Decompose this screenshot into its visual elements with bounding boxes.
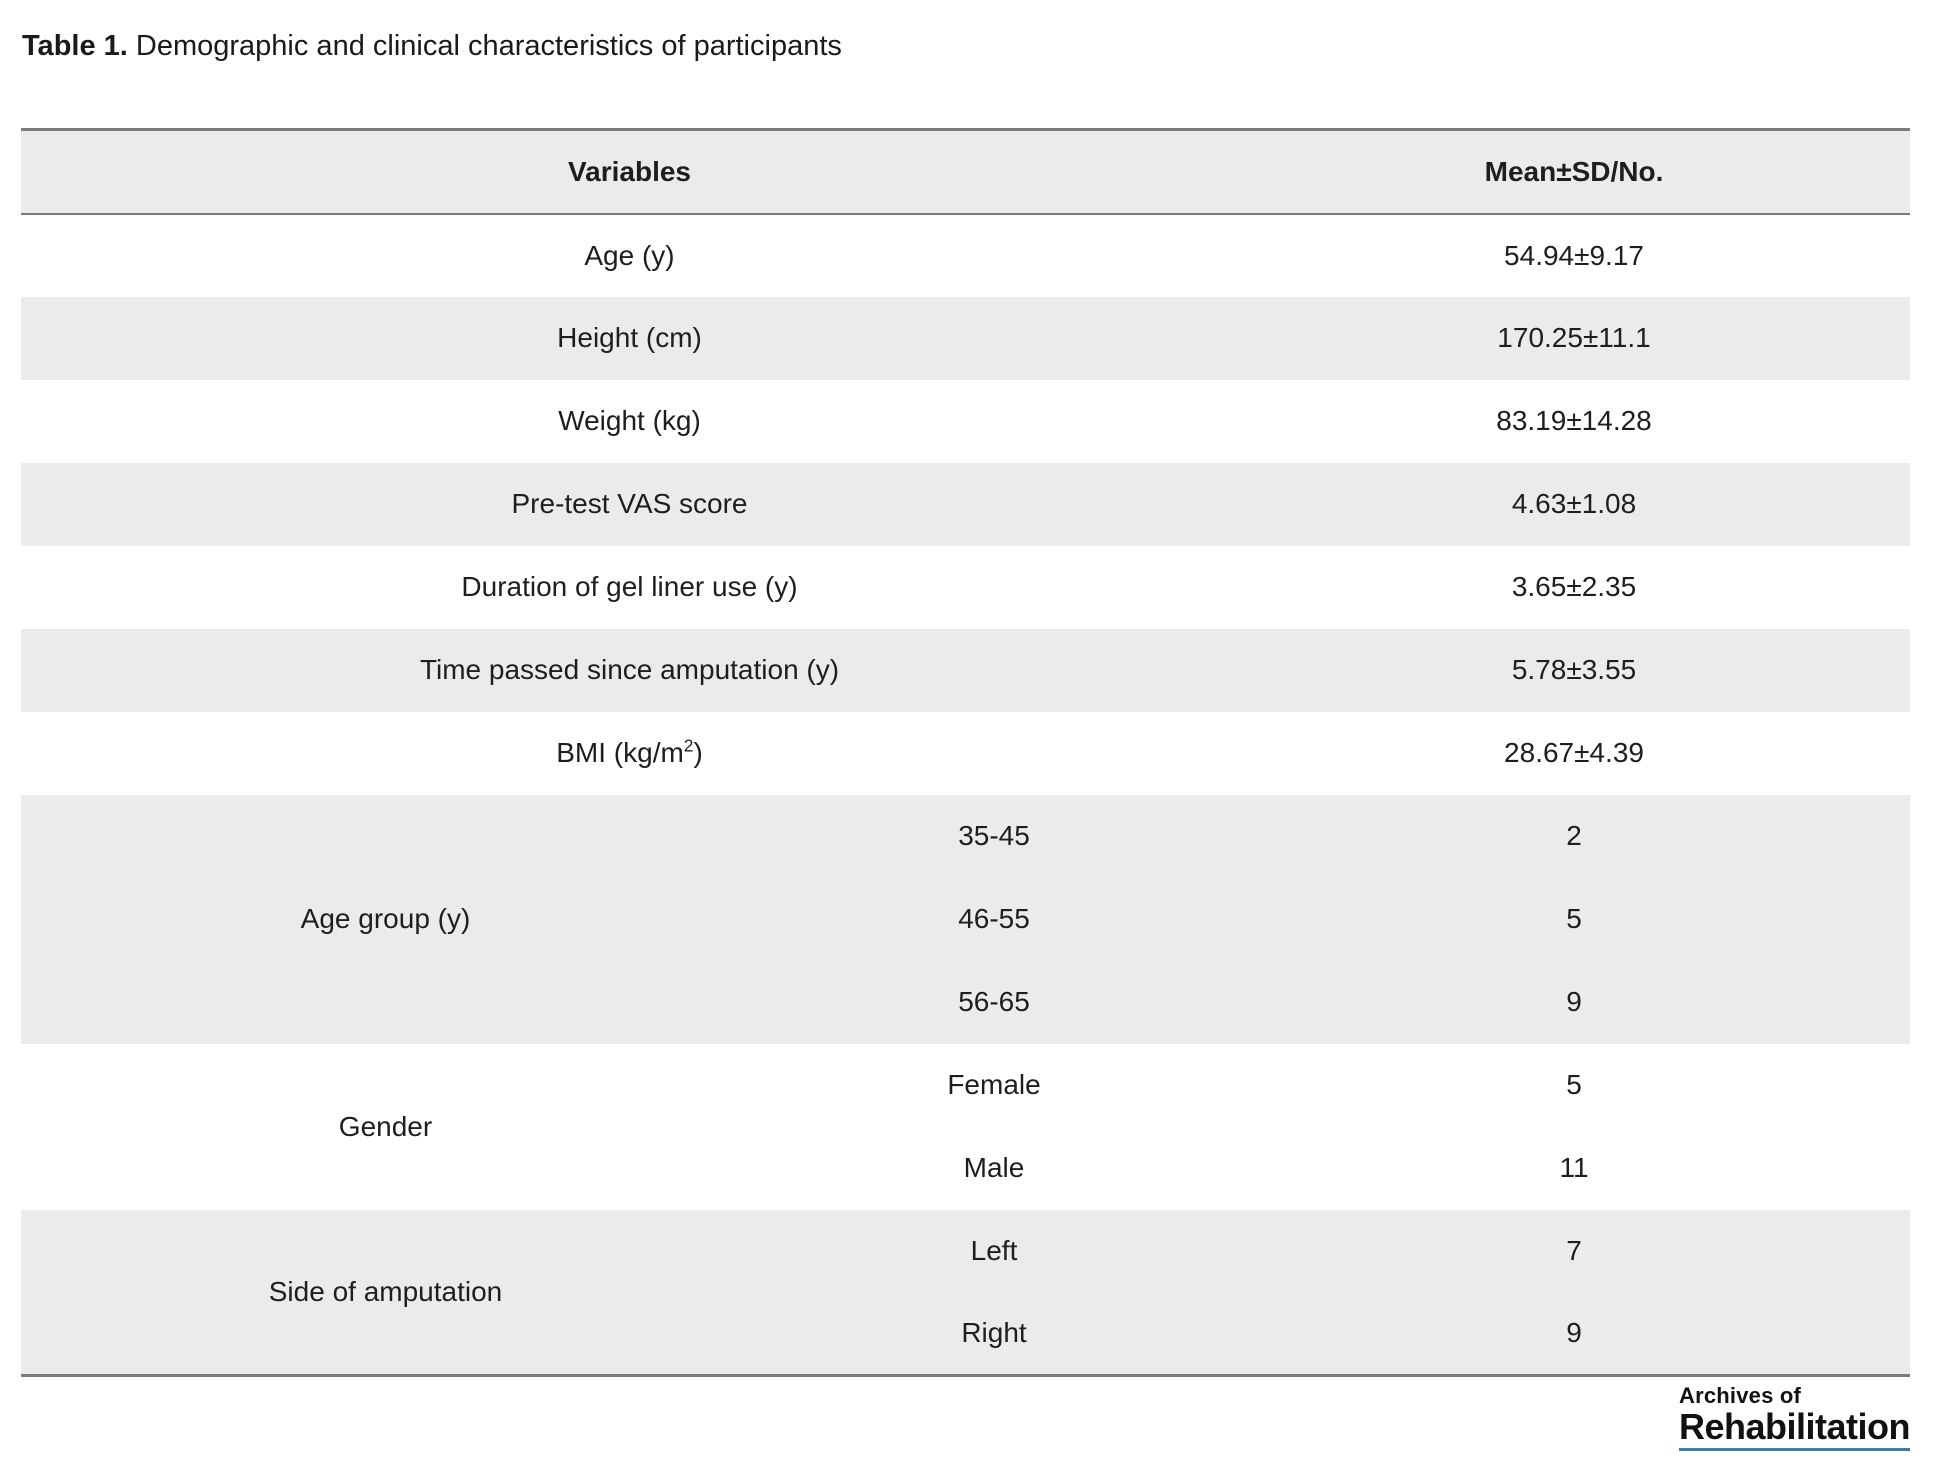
group-label-gender: Gender	[338, 1110, 433, 1142]
table-row-side-left	[21, 1210, 1910, 1293]
table-row-weight	[21, 380, 1910, 463]
row-value: 2	[1566, 820, 1582, 851]
group-label-side: Side of amputation	[268, 1275, 503, 1307]
bmi-label-pre: BMI (kg/m	[556, 737, 684, 768]
row-label: Weight (kg)	[558, 405, 701, 436]
row-value: 11	[1559, 1152, 1589, 1183]
row-value: 28.67±4.39	[1504, 737, 1644, 768]
group-category: 56-65	[958, 986, 1030, 1017]
table-caption-text: Demographic and clinical characteristics of participants	[135, 30, 842, 62]
row-value: 54.94±9.17	[1504, 239, 1644, 271]
group-category: Male	[963, 1152, 1025, 1183]
row-value: 3.65±2.35	[1511, 571, 1637, 602]
table-row-vas	[21, 463, 1910, 546]
table-row-age	[21, 214, 1910, 297]
group-category: Left	[970, 1235, 1018, 1266]
journal-logo-line1: Archives of	[1678, 1383, 1802, 1408]
row-label: Duration of gel liner use (y)	[461, 571, 798, 602]
group-category: Right	[961, 1317, 1027, 1349]
row-value: 83.19±14.28	[1496, 405, 1652, 436]
row-label: Height (cm)	[557, 322, 702, 353]
row-label: Age (y)	[584, 239, 675, 271]
row-value: 9	[1566, 1317, 1582, 1349]
header-variables: Variables	[568, 155, 691, 187]
bmi-label-superscript: 2	[683, 735, 694, 756]
table-row-age-group-1	[21, 795, 1910, 878]
journal-logo	[1679, 1384, 1910, 1451]
row-value: 5	[1566, 1069, 1582, 1100]
table-row-gel-liner	[21, 546, 1910, 629]
row-value: 5	[1566, 903, 1582, 934]
row-value: 5.78±3.55	[1511, 654, 1637, 685]
row-value: 7	[1566, 1235, 1582, 1266]
header-mean-sd-no: Mean±SD/No.	[1484, 155, 1664, 187]
table-row-height	[21, 297, 1910, 380]
group-category: 35-45	[958, 820, 1030, 851]
group-category: 46-55	[958, 903, 1030, 934]
row-label: Pre-test VAS score	[511, 488, 748, 519]
demographics-table	[21, 128, 1910, 1377]
row-value: 4.63±1.08	[1511, 488, 1637, 519]
header-row	[21, 130, 1910, 214]
journal-logo-line2: Rehabilitation	[1679, 1407, 1910, 1451]
group-label-age-group: Age group (y)	[300, 903, 471, 934]
row-value: 9	[1566, 986, 1582, 1017]
bmi-label-post: )	[693, 737, 703, 768]
table-caption	[22, 30, 842, 63]
table-row-time-since-amputation	[21, 629, 1910, 712]
row-value: 170.25±11.1	[1497, 322, 1651, 353]
group-category: Female	[947, 1069, 1041, 1100]
row-label: Time passed since amputation (y)	[419, 654, 840, 685]
table-row-gender-female	[21, 1044, 1910, 1127]
row-label	[21, 712, 1238, 795]
table-row-bmi	[21, 712, 1910, 795]
table-caption-number: Table 1.	[22, 30, 128, 62]
